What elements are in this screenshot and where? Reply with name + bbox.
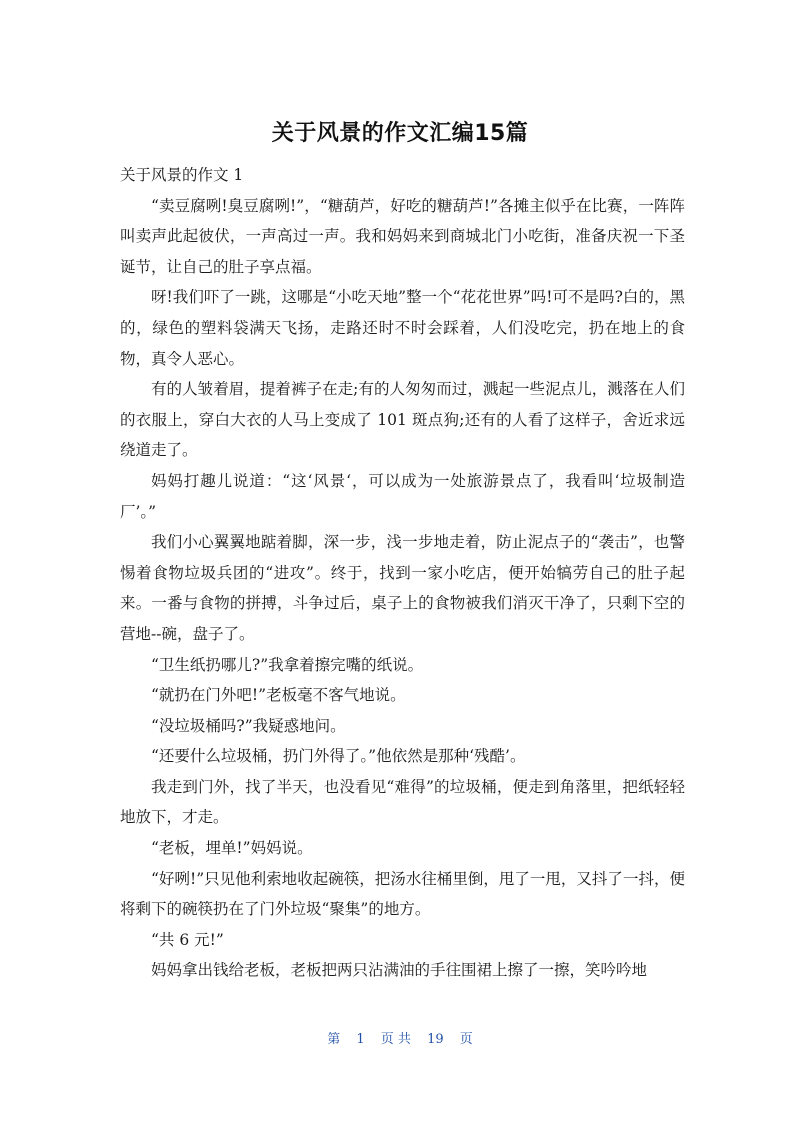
footer-current-page: 1 bbox=[356, 1032, 365, 1047]
paragraph: “好咧!”只见他利索地收起碗筷，把汤水往桶里倒，甩了一甩，又抖了一抖，便将剩下的碗筷扔在了门外垃圾“聚集”的地方。 bbox=[120, 869, 685, 919]
paragraph: 妈妈打趣儿说道：“这‘风景‘，可以成为一处旅游景点了，我看叫‘垃圾制造厂’。” bbox=[120, 471, 685, 521]
paragraph: 我走到门外，找了半天，也没看见“难得”的垃圾桶，便走到角落里，把纸轻轻地放下，才走。 bbox=[120, 777, 685, 827]
paragraph: “卖豆腐咧!臭豆腐咧!”，“糖葫芦，好吃的糖葫芦!”各摊主似乎在比赛，一阵阵叫卖声此起彼伏，一声高过一声。我和妈妈来到商城北门小吃街，准备庆祝一下圣诞节，让自己的肚子享点福。 bbox=[120, 196, 685, 276]
footer-total-pages: 19 bbox=[427, 1032, 444, 1047]
paragraph: “共 6 元!” bbox=[151, 930, 224, 949]
paragraph: 有的人皱着眉，提着裤子在走;有的人匆匆而过，溅起一些泥点儿，溅落在人们的衣服上，穿白大衣的人马上变成了 101 斑点狗;还有的人看了这样子，舍近求远绕道走了。 bbox=[120, 380, 685, 460]
footer-label-end: 页 bbox=[459, 1032, 473, 1047]
paragraph: “就扔在门外吧!”老板毫不客气地说。 bbox=[151, 686, 406, 705]
page-number-footer bbox=[0, 1030, 800, 1050]
paragraph: “卫生纸扔哪儿?”我拿着擦完嘴的纸说。 bbox=[151, 655, 424, 674]
footer-label-page: 第 bbox=[327, 1032, 341, 1047]
paragraph: 我们小心翼翼地踮着脚，深一步，浅一步地走着，防止泥点子的“袭击”，也警惕着食物垃圾兵团的“进攻”。终于，找到一家小吃店，便开始犒劳自己的肚子起来。一番与食物的拼搏，斗争过后，桌子上的食物被我们消灭干净了，只剩下空的营地--碗，盘子了。 bbox=[120, 533, 685, 643]
document-title: 关于风景的作文汇编15篇 bbox=[271, 121, 529, 146]
paragraph: 妈妈拿出钱给老板，老板把两只沾满油的手往围裙上擦了一擦，笑吟吟地 bbox=[151, 961, 648, 980]
section-subheading: 关于风景的作文 1 bbox=[120, 166, 244, 184]
paragraph: “还要什么垃圾桶，扔门外得了。”他依然是那种‘残酷’。 bbox=[151, 747, 526, 766]
paragraph: 呀!我们吓了一跳，这哪是“小吃天地”整一个“花花世界”吗!可不是吗?白的，黑的，绿色的塑料袋满天飞扬，走路还时不时会踩着，人们没吃完，扔在地上的食物，真令人恶心。 bbox=[120, 288, 685, 368]
paragraph: “没垃圾桶吗?”我疑惑地问。 bbox=[151, 716, 346, 735]
footer-label-of: 页 共 bbox=[380, 1032, 411, 1047]
paragraph: “老板，埋单!”妈妈说。 bbox=[151, 839, 313, 858]
document-body bbox=[120, 160, 685, 986]
